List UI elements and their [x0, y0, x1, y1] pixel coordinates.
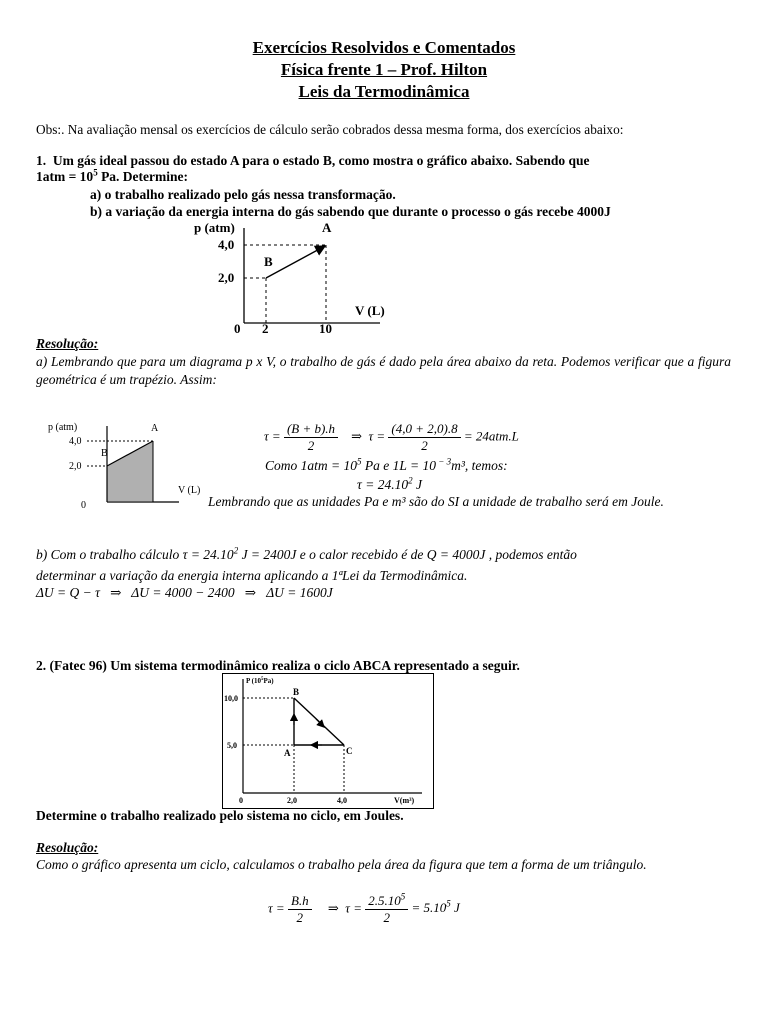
- q2-f-frac2: [365, 893, 408, 926]
- page-title: Exercícios Resolvidos e Comentados: [252, 38, 516, 57]
- q2-xtick-4: 4,0: [337, 796, 347, 805]
- q1-item-b: b) a variação da energia interna do gás sabendo que durante o processo o gás recebe 4000J: [90, 204, 611, 219]
- q2-f-tau: τ =: [268, 900, 285, 916]
- q2-arrow-bc: [316, 719, 322, 725]
- q1-xlabel: V (L): [355, 303, 385, 318]
- q2-determine: Determine o trabalho realizado pelo sistema no ciclo, em Joules.: [36, 808, 404, 823]
- q1-b-b: J = 2400J e o calor recebido é de Q = 4000J , podemos então: [238, 547, 577, 562]
- q2-f-num: B.h: [288, 893, 312, 910]
- q1-stem-b1: 1atm = 10: [36, 169, 94, 184]
- q1-resolution-a: a) Lembrando que para um diagrama p x V, o trabalho de gás é dado pela área abaixo da reta. Podemos verificar que a figura geométrica é um trapézio. Assim:: [36, 354, 731, 387]
- page-topic: Leis da Termodinâmica: [298, 82, 470, 101]
- q1-item-a: a) o trabalho realizado pelo gás nessa transformação.: [90, 187, 396, 202]
- q2-f-tau2: τ =: [345, 900, 362, 916]
- q1-tau-b: J: [412, 477, 422, 492]
- q1-stem-b2: Pa. Determine:: [97, 169, 189, 184]
- q1-ylabel: p (atm): [194, 220, 235, 235]
- q1-f-den2: 2: [421, 438, 428, 453]
- q1-f-frac2: [388, 421, 460, 454]
- q1-como-a: Como 1atm = 10: [265, 458, 357, 473]
- q1-como-b: Pa e 1L = 10: [361, 458, 436, 473]
- q2-resolution-text: Como o gráfico apresenta um ciclo, calculamos o trabalho pela área da figura que tem a forma de um triângulo.: [36, 857, 647, 872]
- q2-ytick-10: 10,0: [224, 694, 238, 703]
- q2-stem: 2. (Fatec 96) Um sistema termodinâmico realiza o ciclo ABCA representado a seguir.: [36, 658, 520, 673]
- q1-small-graph: [44, 418, 224, 513]
- q1-number: 1.: [36, 153, 47, 168]
- q1-units-note: Lembrando que as unidades Pa e m³ são do SI a unidade de trabalho será em Joule.: [208, 494, 664, 509]
- q1-xtick-2: 2: [262, 321, 269, 336]
- q1-tau-result: [357, 477, 422, 493]
- q2-xlabel: V(m³): [394, 796, 415, 805]
- q2-point-b: B: [293, 687, 300, 697]
- q2-point-a: A: [284, 748, 291, 758]
- q1-resolution-label: Resolução:: [36, 336, 99, 351]
- q1-stem-line2: [36, 168, 188, 186]
- q1-formula: [264, 421, 519, 454]
- q2-graph-frame: [223, 674, 434, 809]
- q1-xtick-0: 0: [234, 321, 241, 336]
- q1-f-frac: [284, 421, 338, 454]
- q1-small-ylabel: p (atm): [48, 422, 78, 433]
- q1-part-b-line3: ΔU = Q − τ ⇒ ΔU = 4000 − 2400 ⇒ ΔU = 1600J: [36, 585, 333, 600]
- q1-conversion: [265, 458, 508, 474]
- q2-resolution-label: Resolução:: [36, 840, 99, 855]
- q1-b-a: b) Com o trabalho cálculo τ = 24.10: [36, 547, 234, 562]
- q1-ytick-lo: 2,0: [218, 270, 235, 285]
- q1-f-num2: (4,0 + 2,0).8: [388, 421, 460, 438]
- page-subtitle: Física frente 1 – Prof. Hilton: [280, 60, 488, 79]
- q1-como-exp2: − 3: [436, 456, 452, 467]
- q1-tau-a: τ = 24.10: [357, 477, 409, 492]
- q2-f-arrow: ⇒: [327, 900, 339, 916]
- q1-process-arrow: [266, 246, 325, 278]
- q1-f-num: (B + b).h: [284, 421, 338, 438]
- q2-formula: [268, 893, 460, 926]
- q1-small-xtick-0: 0: [81, 500, 86, 511]
- q1-xtick-10: 10: [319, 321, 332, 336]
- q1-f-tau2: τ =: [368, 428, 386, 444]
- q2-ylabel: P $(10^5Pa)$: [246, 677, 274, 685]
- q1-tau-exp: 2: [408, 475, 413, 486]
- q2-cycle-graph: [222, 673, 434, 809]
- q1-como-c: m³, temos:: [451, 458, 508, 473]
- q1-stem-a: Um gás ideal passou do estado A para o estado B, como mostra o gráfico abaixo. Sabendo que: [52, 153, 590, 168]
- q2-f-den: 2: [296, 910, 304, 925]
- q1-f-result: = 24atm.L: [463, 428, 519, 444]
- q1-b-exp: 2: [233, 545, 239, 556]
- q1-ytick-hi: 4,0: [218, 237, 235, 252]
- q1-small-ytick-lo: 2,0: [69, 461, 82, 472]
- q1-point-b: B: [264, 254, 273, 269]
- q2-xtick-0: 0: [239, 796, 243, 805]
- q2-f-frac: [288, 893, 312, 926]
- q1-point-a: A: [322, 220, 332, 235]
- q1-part-b-line1: [36, 547, 577, 563]
- q1-small-xlabel: V (L): [178, 485, 201, 496]
- q1-small-point-a: A: [151, 423, 159, 434]
- q1-small-point-b: B: [101, 448, 108, 459]
- q1-trapezoid-area: [107, 441, 153, 501]
- q1-f-den: 2: [307, 438, 315, 453]
- q1-f-arrow: ⇒: [351, 428, 362, 444]
- q2-ytick-5: 5,0: [227, 741, 237, 750]
- q2-point-c: C: [346, 746, 353, 756]
- q1-pv-graph: [180, 218, 420, 338]
- obs-note: Obs:. Na avaliação mensal os exercícios de cálculo serão cobrados dessa mesma forma, dos exercícios abaixo:: [36, 122, 624, 137]
- q1-stem-exp: 5: [93, 167, 98, 178]
- q2-f-num2: 2.5.10$^5$: [365, 893, 408, 910]
- q1-part-b-line2: determinar a variação da energia interna aplicando a 1ªLei da Termodinâmica.: [36, 568, 468, 583]
- q2-f-result: = $5.10^5$ J: [411, 899, 460, 916]
- q1-small-ytick-hi: 4,0: [69, 436, 82, 447]
- q2-xtick-2: 2,0: [287, 796, 297, 805]
- q1-f-tau: τ =: [264, 428, 281, 444]
- q1-como-exp1: 5: [357, 456, 362, 467]
- q2-f-den2: 2: [383, 910, 390, 925]
